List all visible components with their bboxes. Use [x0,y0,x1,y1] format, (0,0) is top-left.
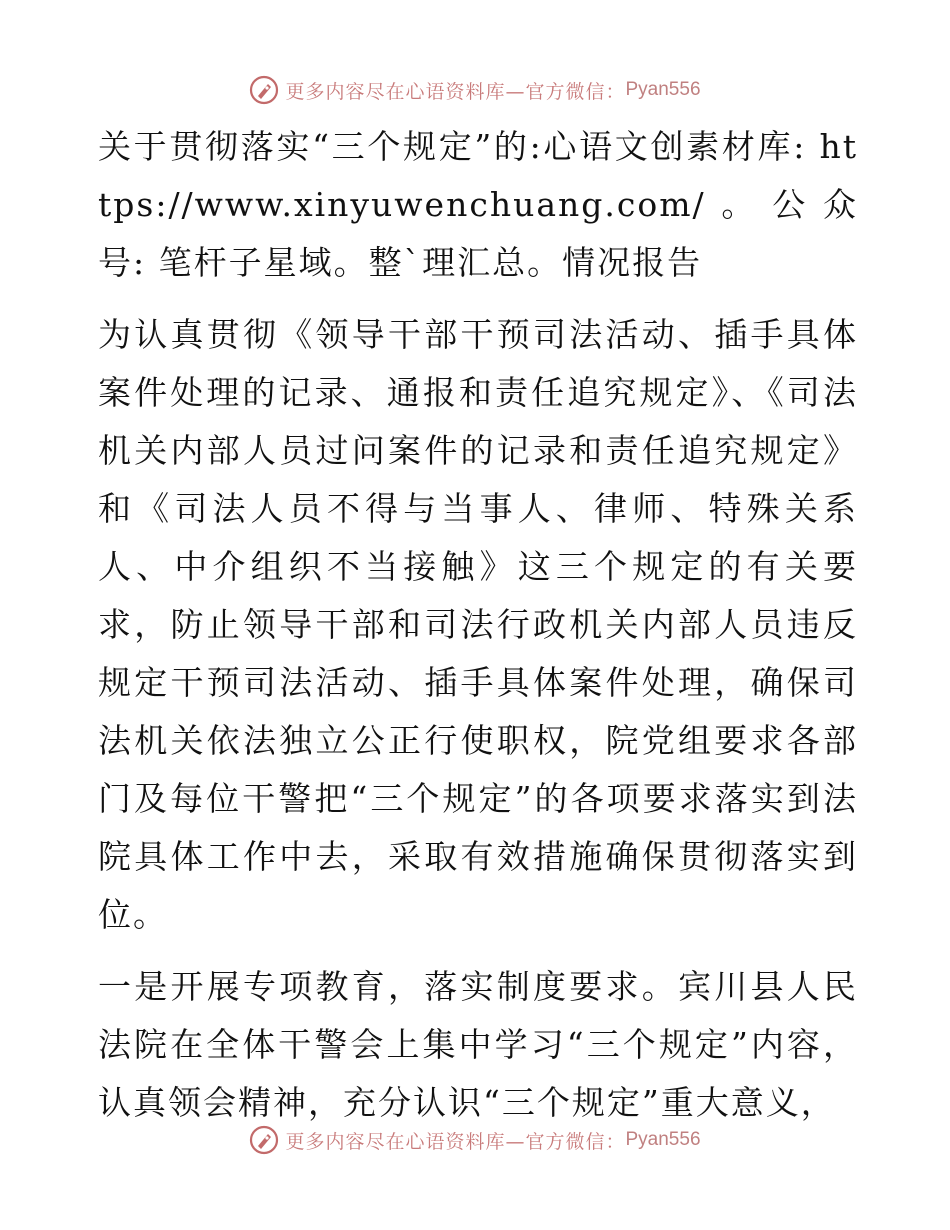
pen-nib-logo-icon [249,1125,279,1155]
banner-text: 更多内容尽在心语资料库—官方微信： [285,80,626,103]
header-watermark-banner [0,70,950,110]
banner-text: 更多内容尽在心语资料库—官方微信： [285,1130,626,1153]
paragraph-title: 关于贯彻落实“三个规定”的:心语文创素材库: https://www.xinyuwenchuang.com/。公众号: 笔杆子星域。整`理汇总。情况报告 [98,127,858,282]
paragraph-intro: 为认真贯彻《领导干部干预司法活动、插手具体案件处理的记录、通报和责任追究规定》、《司法机关内部人员过问案件的记录和责任追究规定》和《司法人员不得与当事人、律师、特殊关系人、中介组织不当接触》这三个规定的有关要求，防止领导干部和司法行政机关内部人员违反规定干预司法活动、插手具体案件处理，确保司法机关依法独立公正行使职权，院党组要求各部门及每位干警把“三个规定”的各项要求落实到法院具体工作中去，采取有效措施确保贯彻落实到位。 [98,315,858,934]
document-body [98,118,858,1132]
footer-watermark-banner [0,1120,950,1160]
banner-wechat-id: Pyan556 [625,79,701,100]
paragraph-point-one: 一是开展专项教育，落实制度要求。宾川县人民法院在全体干警会上集中学习“三个规定”内容，认真领会精神，充分认识“三个规定”重大意义， [98,967,858,1122]
banner-wechat-id: Pyan556 [625,1129,701,1150]
pen-nib-logo-icon [249,75,279,105]
